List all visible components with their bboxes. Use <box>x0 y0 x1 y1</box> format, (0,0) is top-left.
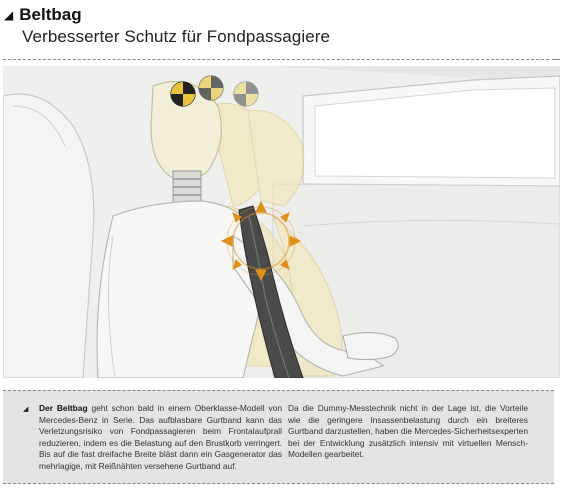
illustration-svg <box>3 66 560 378</box>
page-subtitle: Verbesserter Schutz für Fondpassagiere <box>22 27 331 46</box>
divider-end <box>552 59 560 60</box>
text-column-2: Da die Dummy-Messtechnik nicht in der Lage ist, die Vorteile wie die geringere Insassenbelastung durch ein breiteres Gurtband darzustellen, haben die Mercedes-Sicherheitsexperten bei der Entwicklung zusätzlich intensiv mit virtuellen Mensch-Modellen gearbeitet. <box>288 403 528 460</box>
dummy-hand <box>343 332 398 359</box>
lead-text: Der Beltbag <box>39 403 88 413</box>
page-title: Beltbag <box>19 5 82 24</box>
crash-dummy-illustration <box>3 66 560 378</box>
header <box>0 0 563 62</box>
triangle-bullet-icon: ◢ <box>4 8 14 22</box>
divider-dashed <box>3 59 549 60</box>
description-box <box>3 390 554 484</box>
title-row <box>4 5 82 25</box>
triangle-bullet-icon: ◢ <box>23 406 29 413</box>
text-column-1 <box>39 403 282 473</box>
column-1-text: geht schon bald in einem Oberklasse-Modell von Mercedes-Benz in Serie. Das aufblasbare Gurtband kann das Verletzungsrisiko von Fondpassagieren beim Frontalaufprall reduzieren, indem es die Belastung auf den Brustkorb verringert. Bis auf die fast dreifache Breite bläst dann ein Gasgenerator das mehrlagige, mit Reißnähten versehene Gurtband auf. <box>39 403 282 471</box>
